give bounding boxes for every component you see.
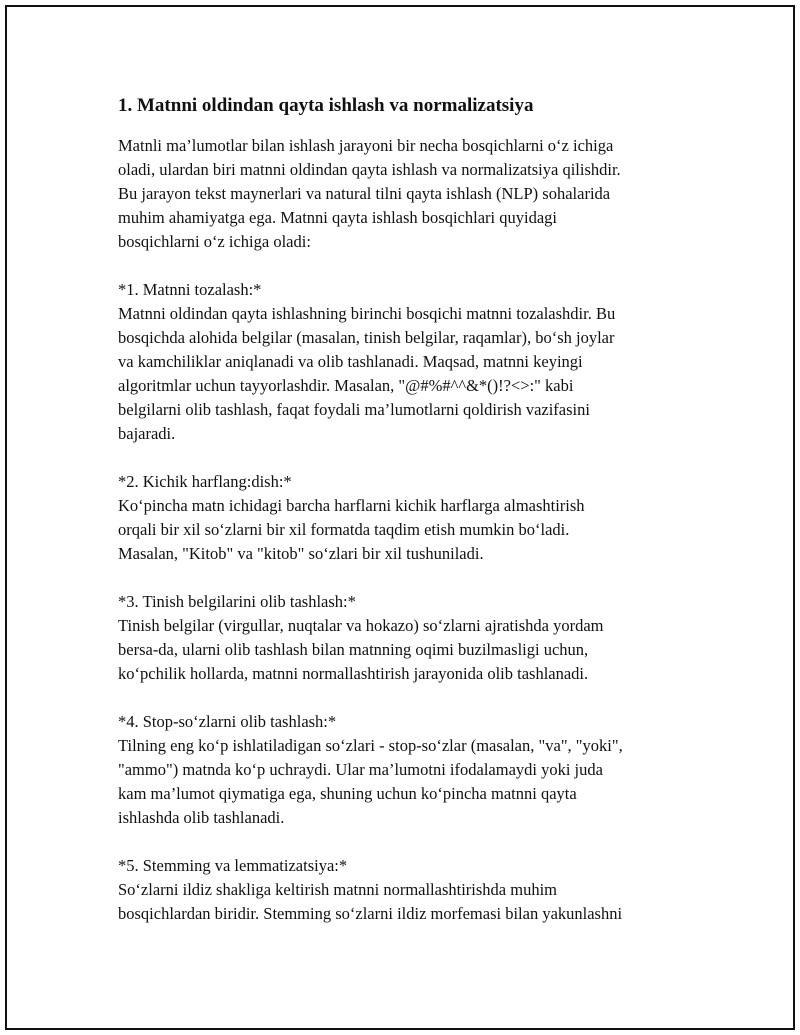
section-heading: *5. Stemming va lemmatizatsiya:* bbox=[118, 856, 348, 875]
section-line: ishlashda olib tashlanadi. bbox=[118, 808, 285, 827]
section-line: bersa-da, ularni olib tashlash bilan matnning oqimi buzilmasligi uchun, bbox=[118, 640, 589, 659]
section-line: bajaradi. bbox=[118, 424, 176, 443]
section-cleaning bbox=[118, 278, 718, 446]
paragraph-gap bbox=[118, 686, 718, 710]
section-line: algoritmlar uchun tayyorlashdir. Masalan, "@#%#^^&*()!?<>:" kabi bbox=[118, 376, 574, 395]
section-line: kam ma’lumot qiymatiga ega, shuning uchun ko‘pincha matnni qayta bbox=[118, 784, 577, 803]
intro-line: bosqichlarni o‘z ichiga oladi: bbox=[118, 232, 311, 251]
section-line: belgilarni olib tashlash, faqat foydali ma’lumotlarni qoldirish vazifasini bbox=[118, 400, 590, 419]
section-line: Tinish belgilar (virgullar, nuqtalar va hokazo) so‘zlarni ajratishda yordam bbox=[118, 616, 604, 635]
intro-paragraph bbox=[118, 134, 718, 254]
section-line: orqali bir xil so‘zlarni bir xil formatda taqdim etish mumkin bo‘ladi. bbox=[118, 520, 570, 539]
section-line: ko‘pchilik hollarda, matnni normallashtirish jarayonida olib tashlanadi. bbox=[118, 664, 589, 683]
document-title: 1. Matnni oldindan qayta ishlash va normalizatsiya bbox=[118, 95, 534, 116]
intro-line: oladi, ulardan biri matnni oldindan qayta ishlash va normalizatsiya qilishdir. bbox=[118, 160, 621, 179]
section-heading: *4. Stop-so‘zlarni olib tashlash:* bbox=[118, 712, 337, 731]
paragraph-gap bbox=[118, 566, 718, 590]
section-line: bosqichda alohida belgilar (masalan, tinish belgilar, raqamlar), bo‘sh joylar bbox=[118, 328, 615, 347]
section-line: bosqichlardan biridir. Stemming so‘zlarni ildiz morfemasi bilan yakunlashni bbox=[118, 904, 623, 923]
paragraph-gap bbox=[118, 830, 718, 854]
section-line: Matnni oldindan qayta ishlashning birinchi bosqichi matnni tozalashdir. Bu bbox=[118, 304, 616, 323]
intro-line: muhim ahamiyatga ega. Matnni qayta ishlash bosqichlari quyidagi bbox=[118, 208, 557, 227]
section-heading: *1. Matnni tozalash:* bbox=[118, 280, 262, 299]
section-line: Ko‘pincha matn ichidagi barcha harflarni kichik harflarga almashtirish bbox=[118, 496, 585, 515]
section-punctuation bbox=[118, 590, 718, 686]
paragraph-gap bbox=[118, 254, 718, 278]
section-line: So‘zlarni ildiz shakliga keltirish matnni normallashtirishda muhim bbox=[118, 880, 558, 899]
section-line: "ammo") matnda ko‘p uchraydi. Ular ma’lumotni ifodalamaydi yoki juda bbox=[118, 760, 603, 779]
section-line: Masalan, "Kitob" va "kitob" so‘zlari bir xil tushuniladi. bbox=[118, 544, 484, 563]
section-stopwords bbox=[118, 710, 718, 830]
document-body bbox=[118, 92, 718, 926]
section-line: va kamchiliklar aniqlanadi va olib tashlanadi. Maqsad, matnni keyingi bbox=[118, 352, 583, 371]
section-stemming bbox=[118, 854, 718, 926]
intro-line: Bu jarayon tekst maynerlari va natural tilni qayta ishlash (NLP) sohalarida bbox=[118, 184, 611, 203]
section-line: Tilning eng ko‘p ishlatiladigan so‘zlari - stop-so‘zlar (masalan, "va", "yoki", bbox=[118, 736, 623, 755]
section-heading: *3. Tinish belgilarini olib tashlash:* bbox=[118, 592, 356, 611]
section-heading: *2. Kichik harflang:dish:* bbox=[118, 472, 292, 491]
paragraph-gap bbox=[118, 446, 718, 470]
section-lowercase bbox=[118, 470, 718, 566]
intro-line: Matnli ma’lumotlar bilan ishlash jarayoni bir necha bosqichlarni o‘z ichiga bbox=[118, 136, 614, 155]
